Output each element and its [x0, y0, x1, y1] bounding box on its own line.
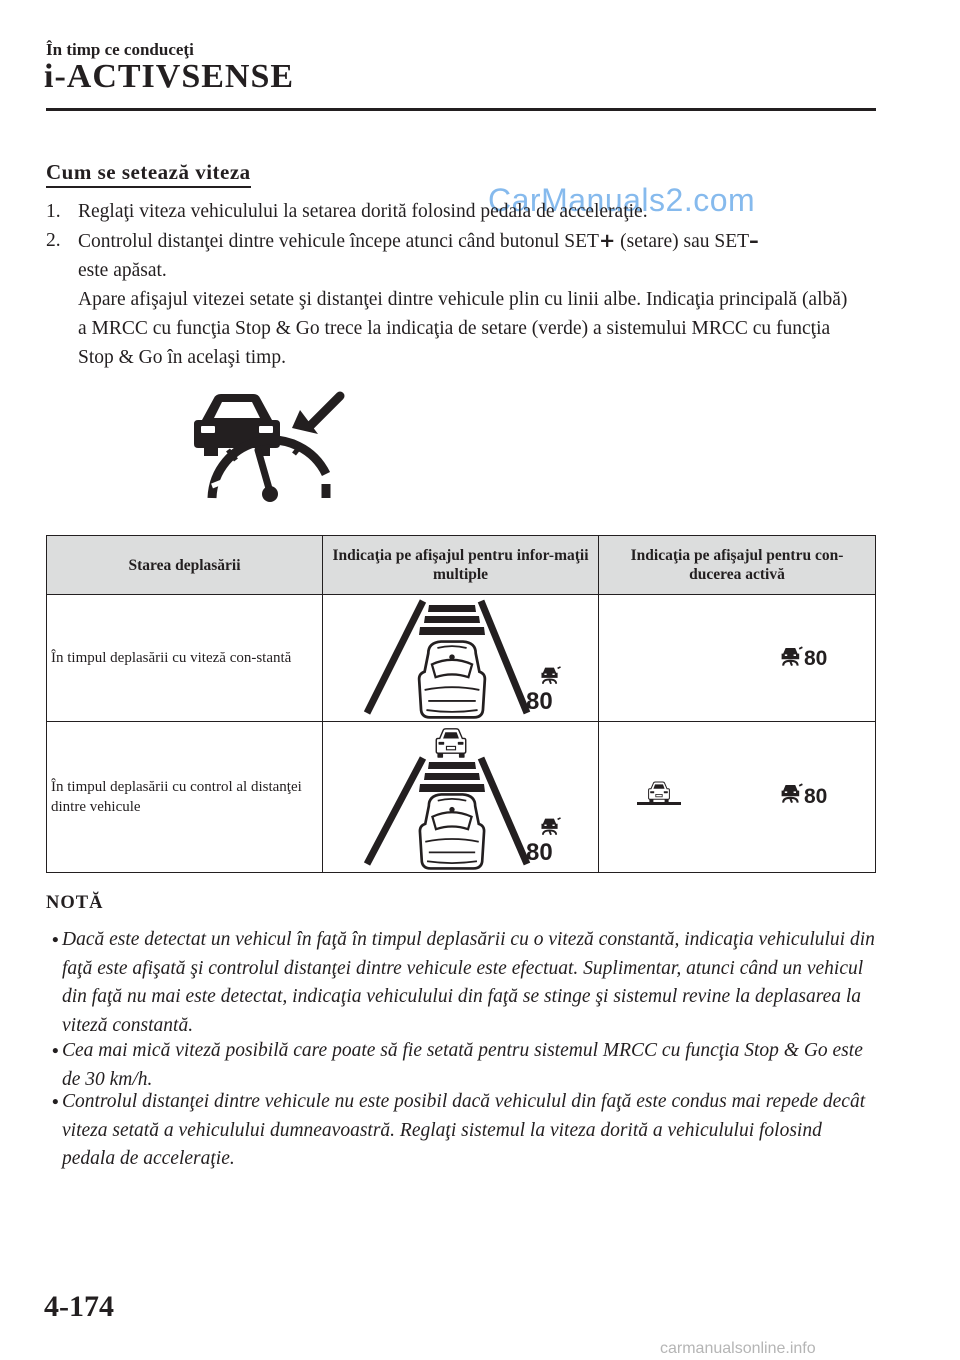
- bullet-icon: •: [52, 1092, 59, 1113]
- chapter-subtitle: În timp ce conduceţi: [46, 40, 194, 59]
- note-item: Controlul distanţei dintre vehicule nu este posibil dacă vehiculul din faţă este condus mai repede decât viteza setată a vehiculului dumneavoastră. Reglaţi sistemul la viteza dorită a vehiculului folosind pedala de acceleraţie.: [62, 1091, 866, 1169]
- active-driving-display-cell: [599, 722, 876, 873]
- step-number: 2.: [46, 230, 61, 251]
- active-display-icon: [599, 595, 876, 721]
- step-text: Reglaţi viteza vehiculului la setarea dorită folosind pedala de acceleraţie.: [78, 201, 648, 222]
- plus-symbol: +: [598, 229, 616, 252]
- table-row: [47, 595, 876, 722]
- header-cell: Starea deplasării: [47, 536, 323, 595]
- section-title: Cum se setează viteza: [46, 160, 251, 188]
- note-item: Dacă este detectat un vehicul în faţă în timpul deplasării cu o viteză constantă, indicaţia vehiculului din faţă este afişată şi controlul distanţei dintre vehicule este efectuat. Suplimentar, atunci când un vehicul din faţă nu mai este detectat, indicaţia vehiculului din faţă se stinge şi sistemul revine la deplasarea la viteză constantă.: [62, 929, 875, 1036]
- page-number: 4-174: [44, 1290, 114, 1323]
- lane-display-icon: [323, 595, 599, 721]
- vehicle-ahead-icon: [436, 729, 465, 758]
- minus-symbol: –: [749, 229, 759, 252]
- active-driving-display-cell: [599, 595, 876, 722]
- set-speed-text: 80: [526, 839, 553, 866]
- header-rule: [46, 108, 876, 111]
- own-vehicle-icon: [419, 642, 485, 718]
- mrcc-small-icon: [782, 647, 803, 665]
- step-text-part: este apăsat.: [78, 260, 167, 281]
- table-row: [47, 722, 876, 873]
- step-text-part: Controlul distanţei dintre vehicule începe atunci când butonul SET: [78, 231, 599, 252]
- mrcc-small-icon: [541, 667, 560, 684]
- set-speed-text: 80: [804, 785, 828, 808]
- step-paragraph: Apare afişajul vitezei setate şi distanţei dintre vehicule plin cu linii albe. Indicaţia principală (albă) a MRCC cu funcţia Stop & Go trece la indicaţia de setare (verde) a sistemului MRCC cu funcţia Stop & Go în acelaşi timp.: [78, 289, 848, 368]
- footer-watermark: carmanualsonline.info: [660, 1340, 816, 1357]
- note-item: Cea mai mică viteză posibilă care poate să fie setată pentru sistemul MRCC cu funcţia Stop & Go este de 30 km/h.: [62, 1040, 863, 1090]
- multi-info-display-cell: [323, 595, 599, 722]
- note-title: NOTĂ: [46, 893, 104, 913]
- table-header-row: [47, 536, 876, 595]
- active-display-icon: [599, 722, 876, 872]
- step-number: 1.: [46, 201, 61, 222]
- bullet-icon: •: [52, 1041, 59, 1062]
- state-cell: În timpul deplasării cu control al distanţei dintre vehicule: [47, 722, 323, 873]
- header-cell: Indicaţia pe afişajul pentru infor-maţii multiple: [323, 536, 599, 595]
- chapter-title: i-ACTIVSENSE: [44, 58, 295, 95]
- mrcc-small-icon: [782, 784, 803, 802]
- step-text-part: (setare) sau SET: [615, 231, 750, 252]
- watermark-text: CarManuals2.com: [488, 182, 756, 218]
- step-text: [78, 226, 878, 372]
- own-vehicle-icon: [420, 794, 484, 868]
- mrcc-small-icon: [541, 818, 560, 835]
- header-cell: Indicaţia pe afişajul pentru con-ducerea activă: [599, 536, 876, 595]
- multi-info-display-cell: [323, 722, 599, 873]
- lane-display-icon: [323, 722, 599, 872]
- status-table: [46, 535, 876, 873]
- bullet-icon: •: [52, 930, 59, 951]
- set-speed-text: 80: [526, 688, 553, 715]
- vehicle-ahead-icon: [637, 782, 681, 805]
- state-cell: În timpul deplasării cu viteză con-stantă: [47, 595, 323, 722]
- mrcc-stop-go-icon: [190, 388, 350, 510]
- set-speed-text: 80: [804, 647, 828, 670]
